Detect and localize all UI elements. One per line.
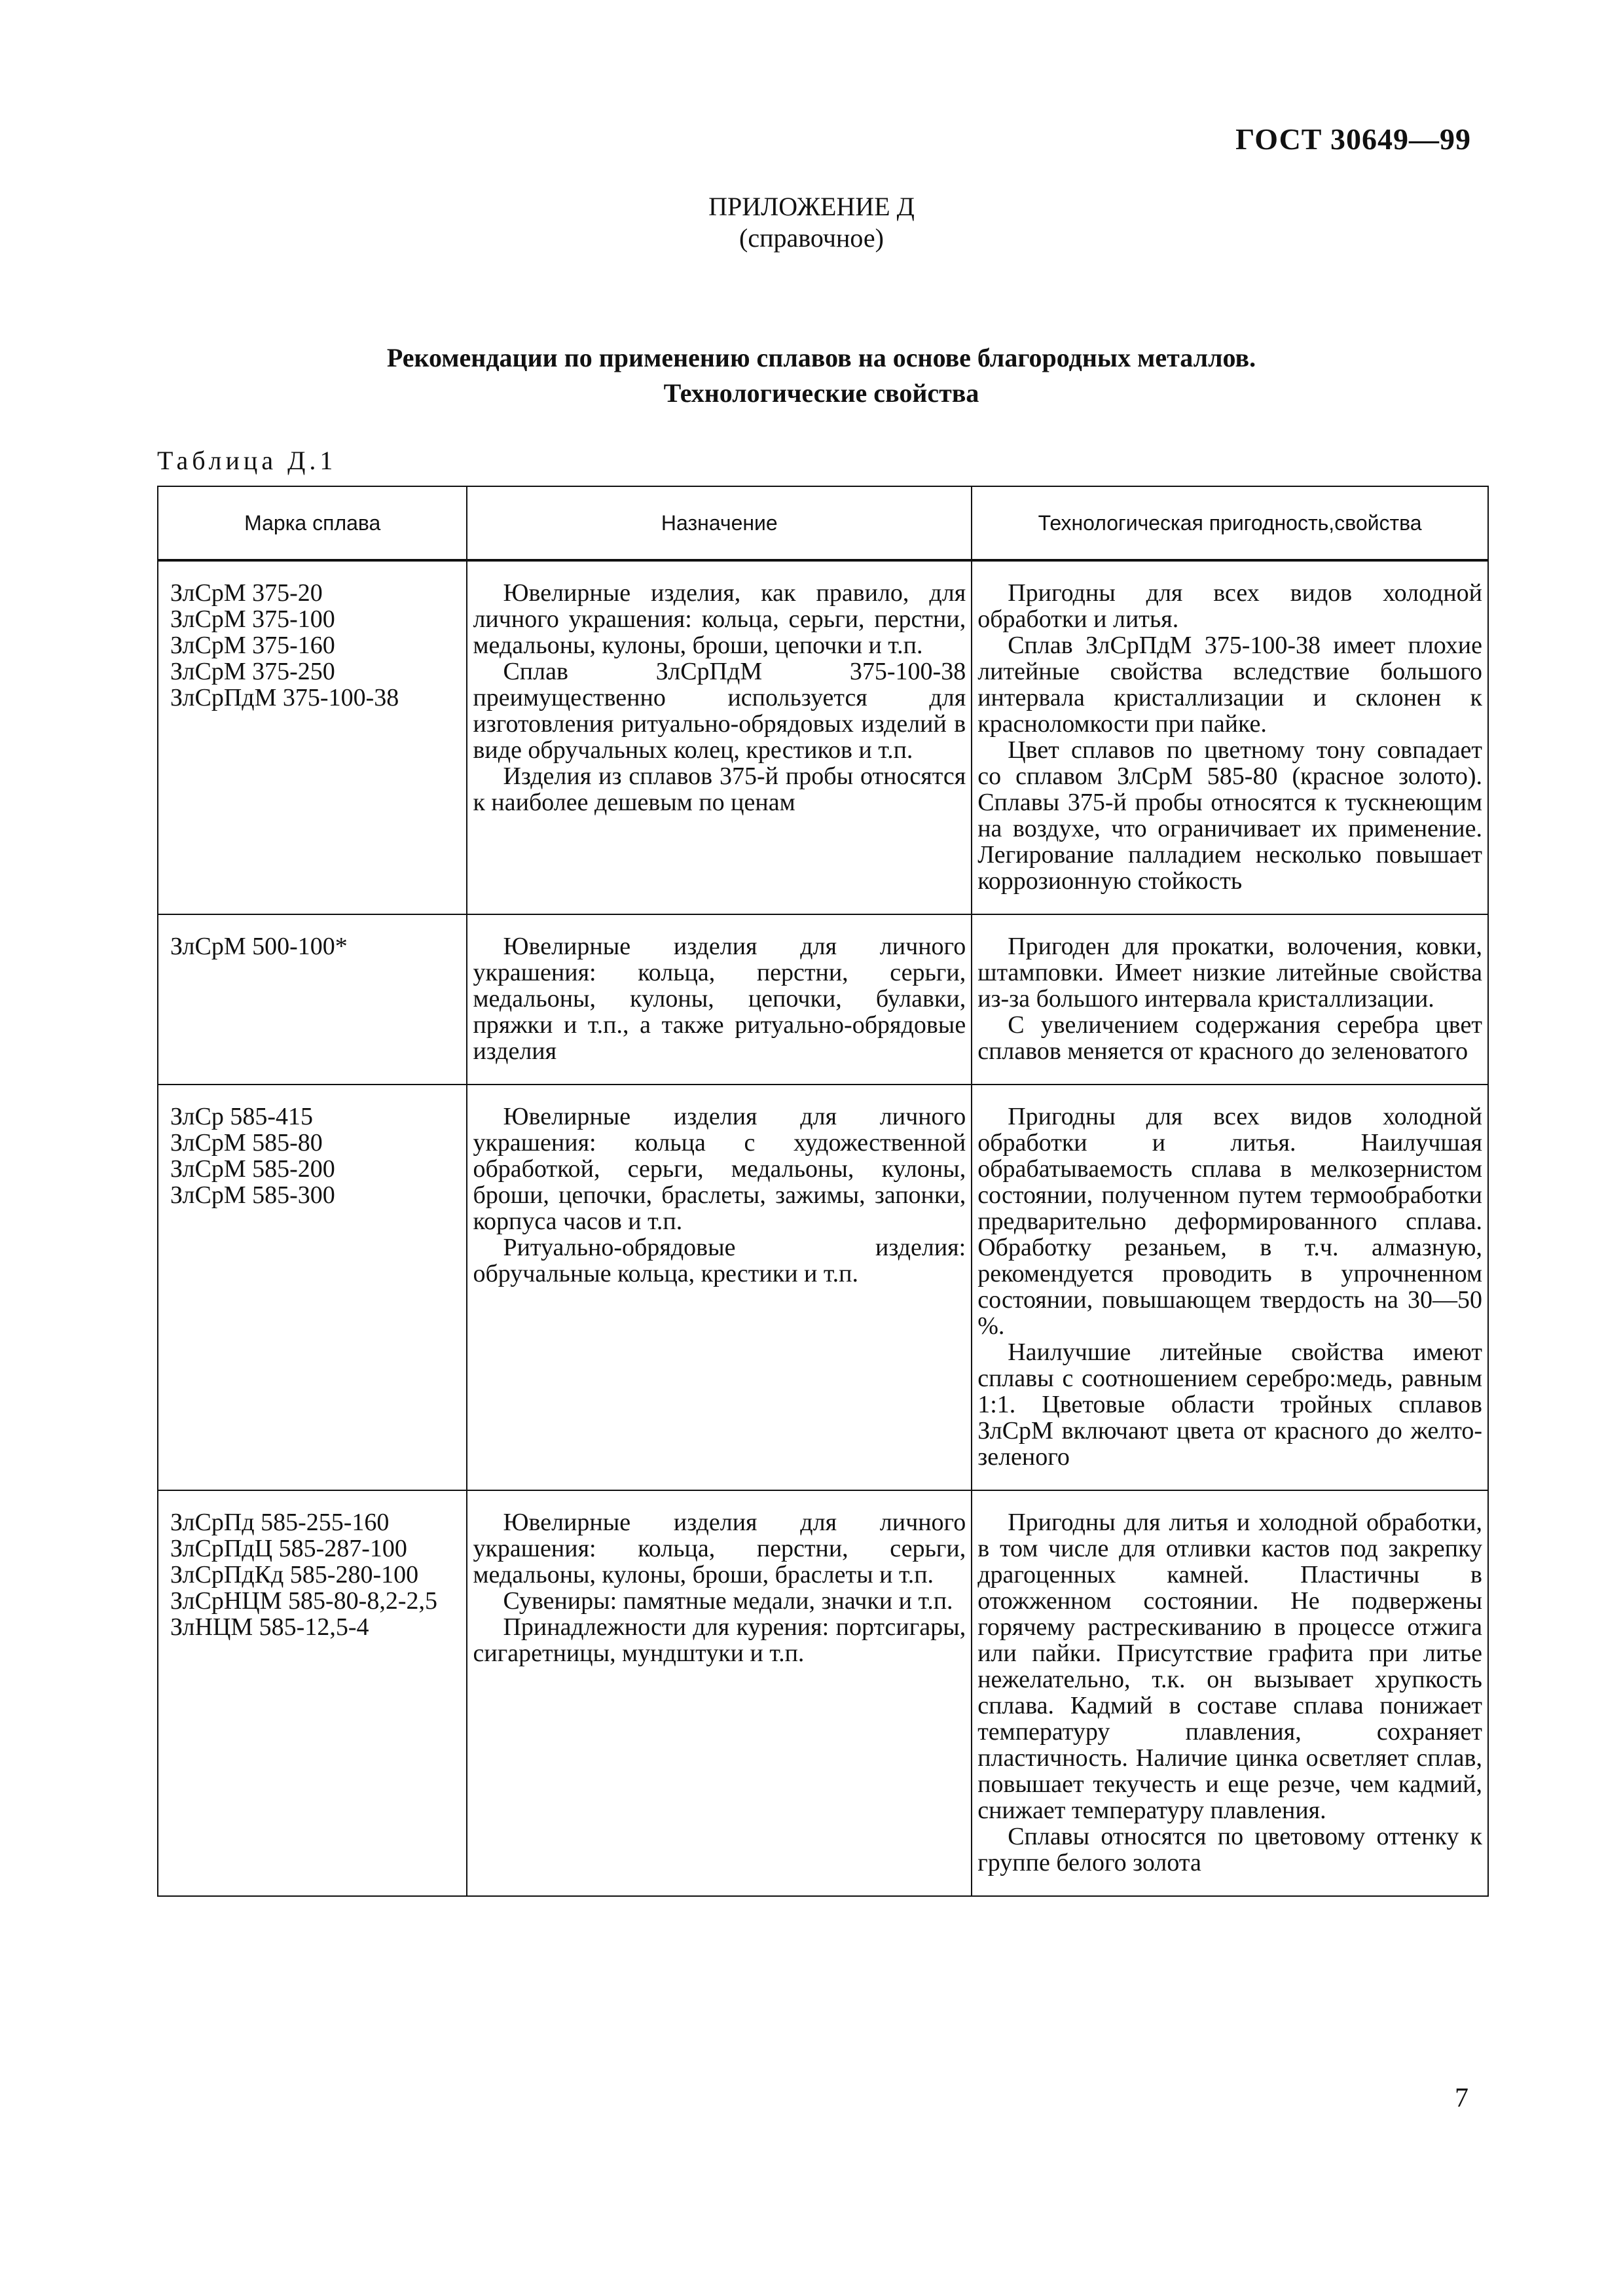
title-line-1: Рекомендации по применению сплавов на основе благородных металлов. [386,343,1256,372]
document-title [0,340,1623,411]
alloy-grade: ЗлСрМ 375-250 [170,658,335,685]
alloy-grade: ЗлСрМ 585-80 [170,1129,323,1157]
alloy-grade: ЗлСрНЦМ 585-80-8,2-2,5 [170,1587,437,1615]
purpose-cell [467,914,972,1085]
alloy-grade: ЗлНЦМ 585-12,5-4 [170,1613,369,1641]
alloy-grade: ЗлСрМ 585-300 [170,1181,335,1209]
table-row [158,914,1488,1085]
alloy-grade: ЗлСрМ 585-200 [170,1155,335,1183]
properties-paragraph: Пригодны для всех видов холодной обработки и литья. Наилучшая обрабатываемость сплава в мелкозернистом состоянии, полученном путем термообработки предварительно деформированного сплава. Обработку резаньем, в т.ч. алмазную, рекомендуется проводить в упрочненном состоянии, повышающем твердость на 30—50 %. [977,1103,1482,1340]
appendix-subtitle: (справочное) [739,223,884,253]
purpose-paragraph: Ювелирные изделия для личного украшения: кольца с художественной обработкой, серьги, медальоны, кулоны, броши, цепочки, браслеты, зажимы, запонки, корпуса часов и т.п. [473,1103,966,1235]
purpose-paragraph: Сплав ЗлСрПдМ 375-100-38 преимущественно используется для изготовления ритуально-обрядовых изделий в виде обручальных колец, крестиков и т.п. [473,658,966,764]
properties-cell [972,560,1488,914]
standard-code: ГОСТ 30649—99 [1235,122,1471,156]
alloy-table [157,486,1489,1897]
purpose-paragraph: Ювелирные изделия, как правило, для личного украшения: кольца, серьги, перстни, медальоны, кулоны, броши, цепочки и т.п. [473,579,966,659]
properties-paragraph: Пригодны для литья и холодной обработки, в том числе для отливки кастов под закрепку драгоценных камней. Пластичны в отожженном состоянии. Не подвержены горячему растрескиванию в процессе отжига или пайки. Присутствие графита при литье нежелательно, т.к. он вызывает хрупкость сплава. Кадмий в составе сплава понижает температуру плавления, сохраняет пластичность. Наличие цинка осветляет сплав, повышает текучесть и еще резче, чем кадмий, снижает температуру плавления. [977,1509,1482,1824]
purpose-paragraph: Ювелирные изделия для личного украшения: кольца, перстни, серьги, медальоны, кулоны, броши, браслеты и т.п. [473,1509,966,1588]
table-row [158,1085,1488,1490]
properties-paragraph: Наилучшие литейные свойства имеют сплавы с соотношением серебро:медь, равным 1:1. Цветовые области тройных сплавов ЗлСрМ включают цвета от красного до желто-зеленого [977,1338,1482,1471]
alloy-grade: ЗлСрПдЦ 585-287-100 [170,1535,407,1562]
properties-paragraph: Сплавы относятся по цветовому оттенку к группе белого золота [977,1823,1482,1876]
table-row [158,560,1488,914]
alloy-grades-cell [158,560,467,914]
alloy-grade: ЗлСрПдМ 375-100-38 [170,684,399,711]
purpose-cell [467,1085,972,1490]
properties-paragraph: Сплав ЗлСрПдМ 375-100-38 имеет плохие литейные свойства вследствие большого интервала кристаллизации и склонен к красноломкости при пайке. [977,632,1482,738]
table-header-row [158,486,1488,560]
alloy-grades-cell [158,1085,467,1490]
alloy-grade: ЗлСрМ 500-100* [170,933,348,960]
properties-paragraph: Цвет сплавов по цветному тону совпадает со сплавом ЗлСрМ 585-80 (красное золото). Сплавы 375-й пробы относятся к тускнеющим на воздухе, что ограничивает их применение. Легирование палладием несколько повышает коррозионную стойкость [977,736,1482,895]
purpose-paragraph: Сувениры: памятные медали, значки и т.п. [503,1587,953,1615]
purpose-cell [467,1490,972,1896]
appendix-heading [0,191,1623,254]
properties-paragraph: Пригодны для всех видов холодной обработки и литья. [977,579,1482,633]
appendix-title: ПРИЛОЖЕНИЕ Д [708,192,915,221]
alloy-grade: ЗлСрМ 375-160 [170,632,335,659]
column-header-properties: Технологическая пригодность,свойства [972,486,1488,560]
purpose-paragraph: Принадлежности для курения: портсигары, сигаретницы, мундштуки и т.п. [473,1613,966,1667]
column-header-alloy: Марка сплава [158,486,467,560]
properties-cell [972,914,1488,1085]
alloy-grade: ЗлСр 585-415 [170,1103,313,1130]
properties-paragraph: С увеличением содержания серебра цвет сплавов меняется от красного до зеленоватого [977,1011,1482,1065]
table-label: Таблица Д.1 [157,446,337,475]
column-header-purpose: Назначение [467,486,972,560]
page-number: 7 [1455,2083,1468,2113]
purpose-cell [467,560,972,914]
purpose-paragraph: Ювелирные изделия для личного украшения: кольца, перстни, серьги, медальоны, кулоны, цепочки, булавки, пряжки и т.п., а также ритуально-обрядовые изделия [473,933,966,1065]
purpose-paragraph: Ритуально-обрядовые изделия: обручальные кольца, крестики и т.п. [473,1234,966,1287]
title-line-2: Технологические свойства [663,378,979,408]
alloy-grade: ЗлСрМ 375-100 [170,605,335,633]
alloy-grades-cell [158,1490,467,1896]
table-row [158,1490,1488,1896]
alloy-grades-cell [158,914,467,1085]
properties-cell [972,1085,1488,1490]
alloy-grade: ЗлСрМ 375-20 [170,579,323,607]
properties-cell [972,1490,1488,1896]
properties-paragraph: Пригоден для прокатки, волочения, ковки, штамповки. Имеет низкие литейные свойства из-за большого интервала кристаллизации. [977,933,1482,1013]
alloy-grade: ЗлСрПдКд 585-280-100 [170,1561,419,1588]
alloy-grade: ЗлСрПд 585-255-160 [170,1509,390,1536]
purpose-paragraph: Изделия из сплавов 375-й пробы относятся к наиболее дешевым по ценам [473,762,966,816]
